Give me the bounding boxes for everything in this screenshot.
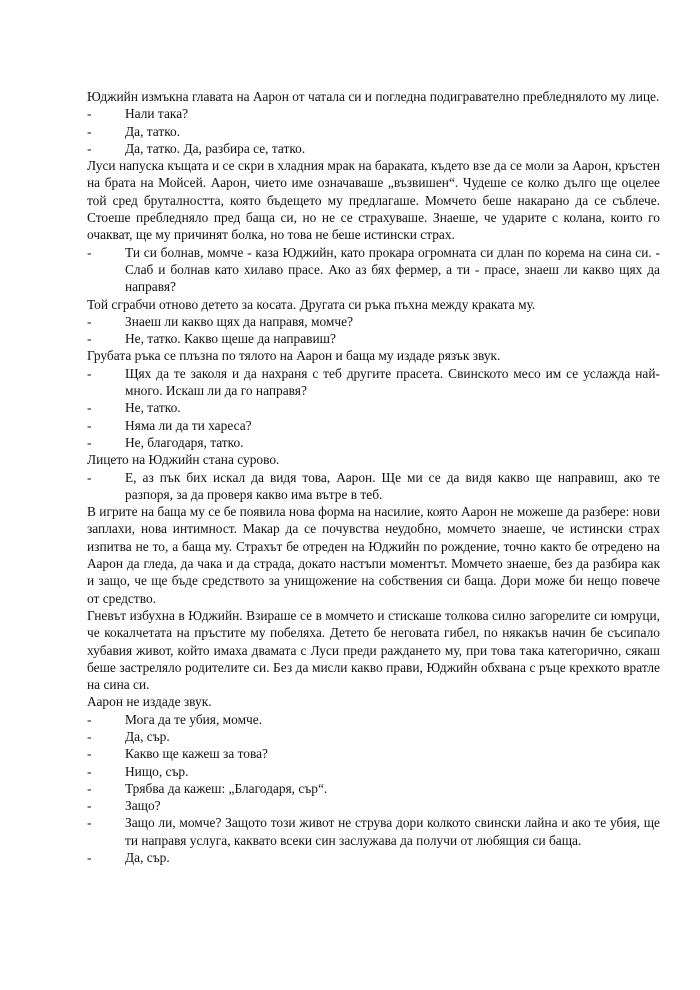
paragraph: Аарон не издаде звук. [87,694,212,710]
dialogue-dash: - [87,711,92,727]
dialogue-text: Да, татко. Да, разбира се, татко. [125,140,306,156]
dialogue-line [87,763,660,780]
dialogue-text: Не, татко. [125,400,181,416]
dialogue-line [87,105,660,122]
dialogue-line [87,365,660,400]
dialogue-text: Мога да те убия, момче. [125,711,263,727]
dialogue-dash: - [87,331,92,347]
dialogue-dash: - [87,140,92,156]
dialogue-line [87,745,660,762]
dialogue-text: Трябва да кажеш: „Благодаря, сър“. [125,780,328,796]
dialogue-dash: - [87,850,92,866]
dialogue-dash: - [87,728,92,744]
dialogue-line [87,797,660,814]
dialogue-line [87,728,660,745]
dialogue-dash: - [87,400,92,416]
dialogue-line [87,244,660,296]
dialogue-dash: - [87,763,92,779]
dialogue-dash: - [87,780,92,796]
dialogue-text: Не, благодаря, татко. [125,434,244,450]
dialogue-text: Е, аз пък бих искал да видя това, Аарон. Ще ми се да видя какво ще направиш, ако те разпоря, за да проверя какво има вътре в теб. [125,469,660,502]
dialogue-line [87,330,660,347]
paragraph: Луси напуска къщата и се скри в хладния мрак на бараката, където взе да се моли за Аарон, кръстен на брата на Мойсей. Аарон, чието име означаваше „възвишен“. Чудеше се колко дълго ще оцелее той сред бруталността, която бъдещето му предлагаше. Момчето беше накарано да се съблече. Стоеше пребледняло пред баща си, но не се страхуваше. Знаеше, че ударите с колана, които го очакват, ще му причинят болка, но това не беше истински страх. [87,158,660,243]
dialogue-text: Да, сър. [125,728,170,744]
dialogue-text: Щях да те заколя и да нахраня с теб другите прасета. Свинското месо им се услажда най-много. Искаш ли да го направя? [125,365,660,399]
dialogue-dash: - [87,798,92,814]
paragraph: Лицето на Юджийн стана сурово. [87,452,280,468]
dialogue-dash: - [87,106,92,122]
dialogue-text: Нали така? [125,106,189,122]
dialogue-line [87,434,660,451]
dialogue-text: Да, сър. [125,850,170,866]
dialogue-dash: - [87,244,92,260]
dialogue-dash: - [87,365,92,381]
dialogue-text: Нищо, сър. [125,763,189,779]
dialogue-text: Какво ще кажеш за това? [125,746,268,762]
dialogue-dash: - [87,469,92,485]
dialogue-line [87,140,660,157]
dialogue-dash: - [87,815,92,831]
dialogue-dash: - [87,313,92,329]
dialogue-text: Защо ли, момче? Защото този живот не струва дори колкото свински лайна и ако те убия, ще ти направя услуга, каквато всеки син заслужава да получи от любящия си баща. [125,815,660,848]
paragraph: Грубата ръка се плъзна по тялото на Аарон и баща му издаде рязък звук. [87,348,501,364]
dialogue-line [87,313,660,330]
dialogue-text: Защо? [125,798,161,814]
dialogue-dash: - [87,417,92,433]
dialogue-line [87,417,660,434]
dialogue-text: Знаеш ли какво щях да направя, момче? [125,313,354,329]
dialogue-dash: - [87,434,92,450]
dialogue-dash: - [87,746,92,762]
dialogue-line [87,469,660,504]
dialogue-text: Не, татко. Какво щеше да направиш? [125,331,336,347]
dialogue-line [87,780,660,797]
dialogue-dash: - [87,123,92,139]
dialogue-line [87,123,660,140]
paragraph: Гневът избухна в Юджийн. Взираше се в момчето и стискаше толкова силно загорелите си юмруци, че кокалчетата на пръстите му побеляха. Детето бе неговата гибел, по някакъв начин бе съсипало хубавия живот, който имаха двамата с Луси преди раждането му, при това така категорично, сякаш беше застреляло родителите си. Без да мисли какво прави, Юджийн обхвана с ръце крехкото вратле на сина си. [87,607,660,693]
dialogue-text: Да, татко. [125,123,181,139]
dialogue-text: Ти си болнав, момче - каза Юджийн, като прокара огромната си длан по корема на сина си. - Слаб и болнав като хилаво прасе. Ако аз бях фермер, а ти - прасе, знаеш ли какво щях да направя? [125,244,660,295]
paragraph: В игрите на баща му се бе появила нова форма на насилие, която Аарон не можеше да разбере: нови заплахи, нова интимност. Макар да се почувства неудобно, момчето знаеше, че истински страх изпитва не то, а баща му. Страхът бе отреден на Юджийн по рождение, точно както бе отредено на Аарон да гледа, да чака и да страда, докато настъпи моментът. Момчето знаеше, без да разбира как и защо, че ще бъде средството за унищожение на собствения си баща. Дори може би нещо повече от средство. [87,504,660,606]
dialogue-line [87,849,660,866]
dialogue-line [87,399,660,416]
paragraph: Той сграбчи отново детето за косата. Другата си ръка пъхна между краката му. [87,296,536,312]
dialogue-line [87,711,660,728]
dialogue-line [87,814,660,849]
dialogue-text: Няма ли да ти хареса? [125,417,252,433]
paragraph: Юджийн измъкна главата на Аарон от чатала си и погледна подигравателно пребледнялото му лице. [87,89,660,104]
